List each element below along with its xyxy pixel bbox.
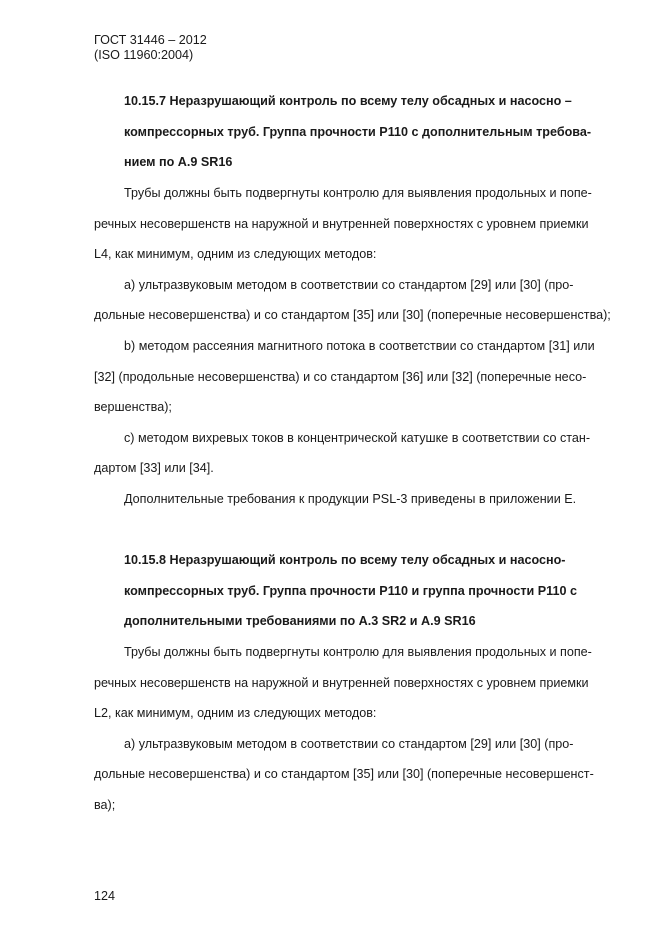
paragraph-line: речных несовершенств на наружной и внутренней поверхностях с уровнем приемки (94, 676, 589, 690)
list-item-b-cont: [32] (продольные несовершенства) и со стандартом [36] или [32] (поперечные несо- (94, 370, 587, 384)
list-item-c: с) методом вихревых токов в концентрической катушке в соответствии со стан- (124, 431, 591, 445)
standard-designation: ГОСТ 31446 – 2012 (94, 33, 207, 47)
list-item-b-cont: вершенства); (94, 400, 172, 414)
list-item-a-cont: дольные несовершенства) и со стандартом [35] или [30] (поперечные несовершенства); (94, 308, 611, 322)
paragraph-line: Трубы должны быть подвергнуты контролю для выявления продольных и попе- (124, 645, 592, 659)
paragraph-line: L4, как минимум, одним из следующих методов: (94, 247, 377, 261)
page-number: 124 (94, 889, 116, 903)
paragraph-line: речных несовершенств на наружной и внутренней поверхностях с уровнем приемки (94, 217, 589, 231)
list-item-a-cont: дольные несовершенства) и со стандартом [35] или [30] (поперечные несовершенст- (94, 767, 594, 781)
list-item-b: b) методом рассеяния магнитного потока в соответствии со стандартом [31] или (124, 339, 595, 353)
list-item-a: а) ультразвуковым методом в соответствии со стандартом [29] или [30] (про- (124, 737, 574, 751)
list-item-a: а) ультразвуковым методом в соответствии со стандартом [29] или [30] (про- (124, 278, 574, 292)
list-item-a-cont: ва); (94, 798, 116, 812)
section-heading-10-15-7-cont: компрессорных труб. Группа прочности P110 с дополнительным требова- (124, 125, 592, 139)
list-item-c-cont: дартом [33] или [34]. (94, 461, 214, 475)
section-heading-10-15-8: 10.15.8 Неразрушающий контроль по всему телу обсадных и насосно- (124, 553, 566, 567)
paragraph-line: L2, как минимум, одним из следующих методов: (94, 706, 377, 720)
iso-designation: (ISO 11960:2004) (94, 48, 194, 62)
paragraph-line: Трубы должны быть подвергнуты контролю для выявления продольных и попе- (124, 186, 592, 200)
psl3-note: Дополнительные требования к продукции PSL-3 приведены в приложении E. (124, 492, 577, 506)
document-header (94, 33, 207, 63)
section-heading-10-15-7: 10.15.7 Неразрушающий контроль по всему телу обсадных и насосно – (124, 94, 572, 108)
section-heading-10-15-8-cont: дополнительными требованиями по A.3 SR2 и A.9 SR16 (124, 614, 476, 628)
section-heading-10-15-8-cont: компрессорных труб. Группа прочности P110 и группа прочности P110 с (124, 584, 577, 598)
section-heading-10-15-7-cont: нием по A.9 SR16 (124, 155, 233, 169)
